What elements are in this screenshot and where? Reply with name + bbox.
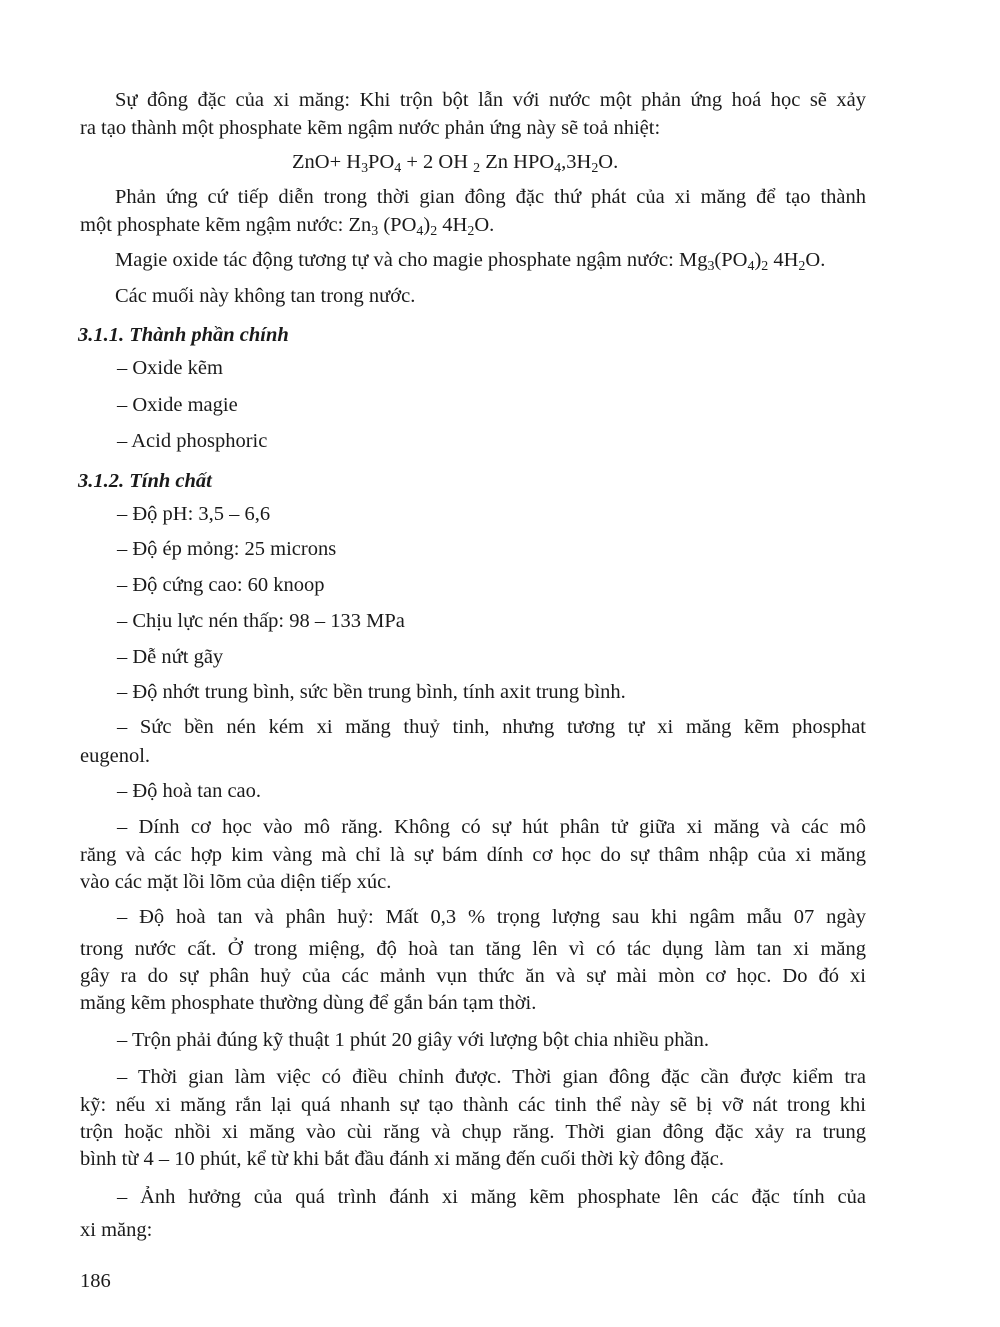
working-time-line-2: kỹ: nếu xi măng rắn lại quá nhanh sự tạo thành các tinh thể này sẽ bị vỡ nát trong khi — [80, 1094, 866, 1116]
list-item: – Độ hoà tan cao. — [117, 780, 262, 802]
section-heading-3-1-2: 3.1.2. Tính chất — [78, 470, 212, 492]
working-time-line-1: – Thời gian làm việc có điều chỉnh được. Thời gian đông đặc cần được kiểm tra — [117, 1066, 866, 1088]
adhesion-line-1: – Dính cơ học vào mô răng. Không có sự hút phân tử giữa xi măng và các mô — [117, 816, 866, 838]
strength-line-2: eugenol. — [80, 745, 151, 767]
paragraph-secondary-line-1: Phản ứng cứ tiếp diễn trong thời gian đông đặc thứ phát của xi măng để tạo thành — [115, 186, 866, 208]
dissolution-line-2: trong nước cất. Ở trong miệng, độ hoà tan tăng lên vì có tác dụng làm tan xi măng — [80, 938, 866, 960]
section-heading-3-1-1: 3.1.1. Thành phần chính — [78, 324, 289, 346]
list-item: – Oxide magie — [117, 394, 238, 416]
list-item: – Acid phosphoric — [117, 430, 268, 452]
adhesion-line-2: răng và các hợp kim vàng mà chỉ là sự bám dính cơ học do sự thâm nhập của xi măng — [80, 844, 866, 866]
adhesion-line-3: vào các mặt lồi lõm của diện tiếp xúc. — [80, 871, 392, 893]
dissolution-line-4: măng kẽm phosphate thường dùng để gắn bán tạm thời. — [80, 992, 537, 1014]
list-item: – Dễ nứt gãy — [117, 646, 224, 668]
page-number: 186 — [80, 1270, 111, 1292]
paragraph-magnesium: Magie oxide tác động tương tự và cho magie phosphate ngậm nước: $Mg_3(PO_4)_2$ $4H_2O$. — [115, 249, 826, 275]
paragraph-secondary-line-2: một phosphate kẽm ngậm nước: $Zn_3$ $(PO_4)_2$ $4H_2O$. — [80, 214, 495, 240]
strength-line-1: – Sức bền nén kém xi măng thuỷ tinh, nhưng tương tự xi măng kẽm phosphat — [117, 716, 866, 738]
list-item: – Độ ép mỏng: 25 microns — [117, 538, 337, 560]
working-time-line-4: bình từ 4 – 10 phút, kể từ khi bắt đầu đánh xi măng đến cuối thời kỳ đông đặc. — [80, 1148, 724, 1170]
chemical-equation-1: $ZnO+ H_3PO_4 + 2$ OH $_2$ Zn $HPO_4,3H_2O$. — [292, 151, 619, 177]
list-item: – Trộn phải đúng kỹ thuật 1 phút 20 giây với lượng bột chia nhiều phần. — [117, 1029, 709, 1051]
paragraph-setting-line-2: ra tạo thành một phosphate kẽm ngậm nước phản ứng này sẽ toả nhiệt: — [80, 117, 661, 139]
dissolution-line-1: – Độ hoà tan và phân huỷ: Mất 0,3 % trọng lượng sau khi ngâm mẫu 07 ngày — [117, 906, 866, 928]
list-item: – Oxide kẽm — [117, 357, 223, 379]
paragraph-insoluble: Các muối này không tan trong nước. — [115, 285, 416, 307]
list-item: – Chịu lực nén thấp: 98 – 133 MPa — [117, 610, 405, 632]
dissolution-line-3: gây ra do sự phân huỷ của các mảnh vụn thức ăn và sự mài mòn cơ học. Do đó xi — [80, 965, 866, 987]
influence-line-2: xi măng: — [80, 1219, 153, 1241]
working-time-line-3: trộn hoặc nhồi xi măng vào cùi răng và chụp răng. Thời gian đông đặc xảy ra trung — [80, 1121, 866, 1143]
paragraph-setting-line-1: Sự đông đặc của xi măng: Khi trộn bột lẫn với nước một phản ứng hoá học sẽ xảy — [115, 89, 866, 111]
influence-line-1: – Ảnh hưởng của quá trình đánh xi măng kẽm phosphate lên các đặc tính của — [117, 1186, 866, 1208]
list-item: – Độ pH: 3,5 – 6,6 — [117, 503, 271, 525]
list-item: – Độ nhớt trung bình, sức bền trung bình, tính axit trung bình. — [117, 681, 626, 703]
list-item: – Độ cứng cao: 60 knoop — [117, 574, 325, 596]
